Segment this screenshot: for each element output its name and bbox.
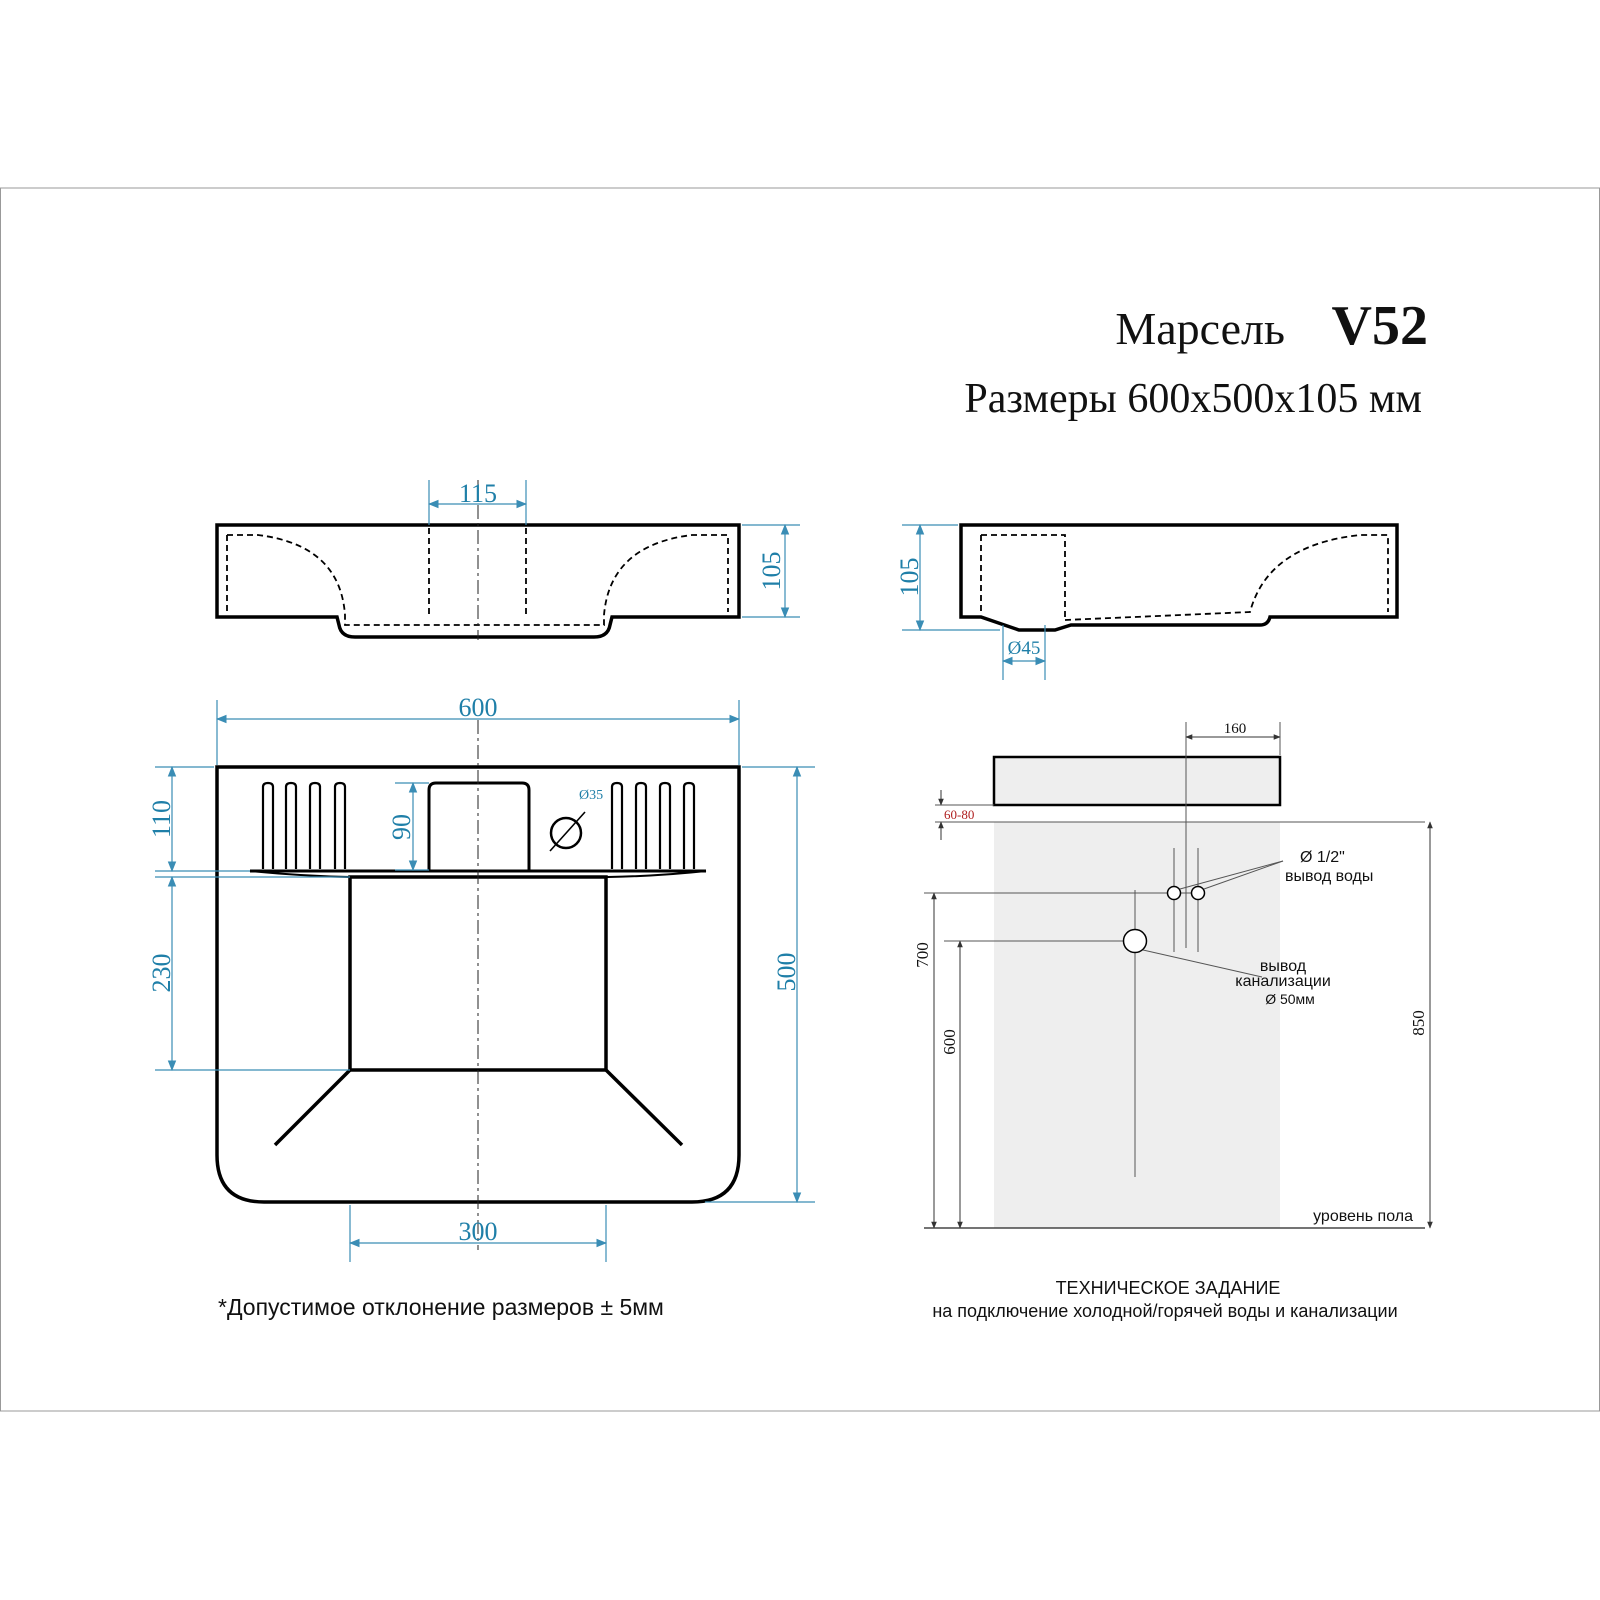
sewer-label-1: вывод	[1259, 958, 1307, 975]
dim-850: 850	[1409, 1010, 1428, 1036]
dim-500: 500	[772, 952, 801, 992]
dim-300: 300	[458, 1217, 498, 1246]
subtitle: Размеры 600x500x105 мм	[964, 376, 1422, 422]
dim-front-105: 105	[757, 551, 786, 591]
dim-d35: Ø35	[579, 788, 604, 803]
dim-230: 230	[147, 953, 176, 993]
top-view	[147, 693, 815, 1262]
front-view	[217, 479, 800, 640]
tech-spec-diagram	[913, 721, 1430, 1228]
sewer-label-2: канализации	[1235, 973, 1331, 990]
tech-spec-title: ТЕХНИЧЕСКОЕ ЗАДАНИЕ	[1055, 1278, 1281, 1298]
dim-700: 700	[913, 942, 932, 968]
dim-d45: Ø45	[1007, 638, 1041, 659]
dim-tech-600: 600	[940, 1029, 959, 1055]
dim-side-105: 105	[895, 557, 924, 597]
dim-160: 160	[1223, 721, 1247, 737]
dim-110: 110	[147, 799, 176, 839]
water-outlet-label: вывод воды	[1285, 868, 1374, 885]
dim-90: 90	[387, 814, 416, 840]
dim-600: 600	[458, 693, 498, 722]
title-code: V52	[1331, 295, 1428, 357]
dim-60-80: 60-80	[944, 807, 975, 822]
cabinet-shade	[994, 822, 1280, 1228]
water-pipe-diam: Ø 1/2"	[1300, 849, 1345, 866]
sewer-diam: Ø 50мм	[1265, 991, 1315, 1007]
title-name: Марсель	[1115, 303, 1285, 354]
tech-spec-subtitle: на подключение холодной/горячей воды и канализации	[932, 1301, 1398, 1321]
basin-block	[994, 757, 1280, 805]
floor-label: уровень пола	[1313, 1208, 1413, 1225]
footnote: *Допустимое отклонение размеров ± 5мм	[218, 1294, 664, 1320]
side-view	[895, 525, 1397, 680]
dim-115: 115	[458, 479, 498, 508]
